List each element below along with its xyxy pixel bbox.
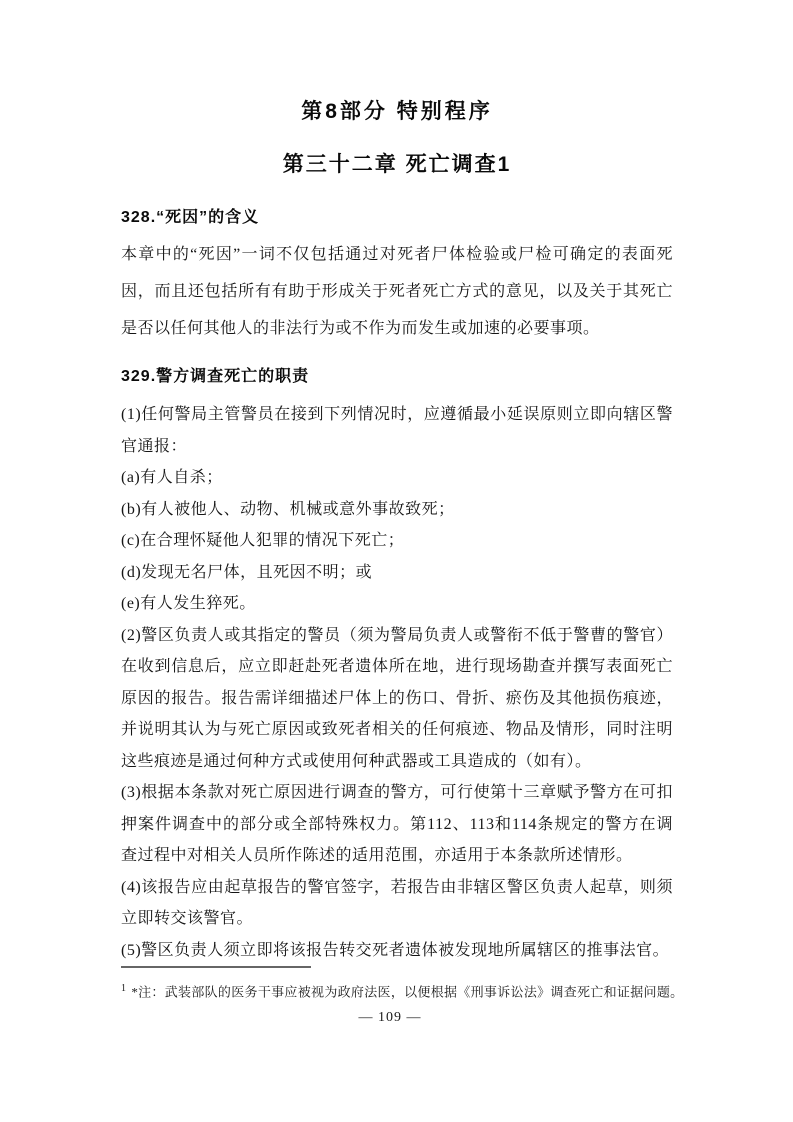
section-328-heading: 328.“死因”的含义 [121,209,260,226]
footnote-divider [121,966,311,968]
page-content [121,0,673,966]
clause-3: (3)根据本条款对死亡原因进行调查的警方，可行使第十三章赋予警方在可扣押案件调查中的部分或全部特殊权力。第112、113和114条规定的警方在调查过程中对相关人员所作陈述的适用范围，亦适用于本条款所述情形。 [121,784,673,864]
clause-5: (5)警区负责人须立即将该报告转交死者遗体被发现地所属辖区的推事法官。 [121,941,670,959]
clause-4: (4)该报告应由起草报告的警官签字，若报告由非辖区警区负责人起草，则须立即转交该警官。 [121,878,673,927]
footnote-body: *注：武装部队的医务干事应被视为政府法医，以便根据《刑事诉讼法》调查死亡和证据问题。 [131,984,684,1000]
section-329-heading: 329.警方调查死亡的职责 [121,368,310,385]
clause-1a: (a)有人自杀； [121,469,223,486]
section-329-clauses [121,399,673,966]
footnote [121,966,699,1000]
part-title: 第8部分 特别程序 [301,100,493,123]
footnote-marker: 1 [121,983,127,994]
clause-1e: (e)有人发生猝死。 [121,595,256,612]
clause-1d: (d)发现无名尸体，且死因不明；或 [121,563,373,581]
clause-1: (1)任何警局主管警员在接到下列情况时，应遵循最小延误原则立即向辖区警官通报： [121,406,673,455]
footnote-text [121,980,699,1000]
page-number: — 109 — [358,1010,422,1025]
chapter-title: 第三十二章 死亡调查1 [282,153,512,176]
clause-1c: (c)在合理怀疑他人犯罪的情况下死亡； [121,532,405,549]
section-328-paragraph: 本章中的“死因”一词不仅包括通过对死者尸体检验或尸检可确定的表面死因，而且还包括所有有助于形成关于死者死亡方式的意见，以及关于其死亡是否以任何其他人的非法行为或不作为而发生或加速的必要事项。 [121,246,673,337]
clause-1b: (b)有人被他人、动物、机械或意外事故致死； [121,500,455,518]
clause-2: (2)警区负责人或其指定的警员（须为警局负责人或警衔不低于警曹的警官）在收到信息后，应立即赶赴死者遗体所在地，进行现场勘查并撰写表面死亡原因的报告。报告需详细描述尸体上的伤口、骨折、瘀伤及其他损伤痕迹，并说明其认为与死亡原因或致死者相关的任何痕迹、物品及情形，同时注明这些痕迹是通过何种方式或使用何种武器或工具造成的（如有）。 [121,626,673,770]
